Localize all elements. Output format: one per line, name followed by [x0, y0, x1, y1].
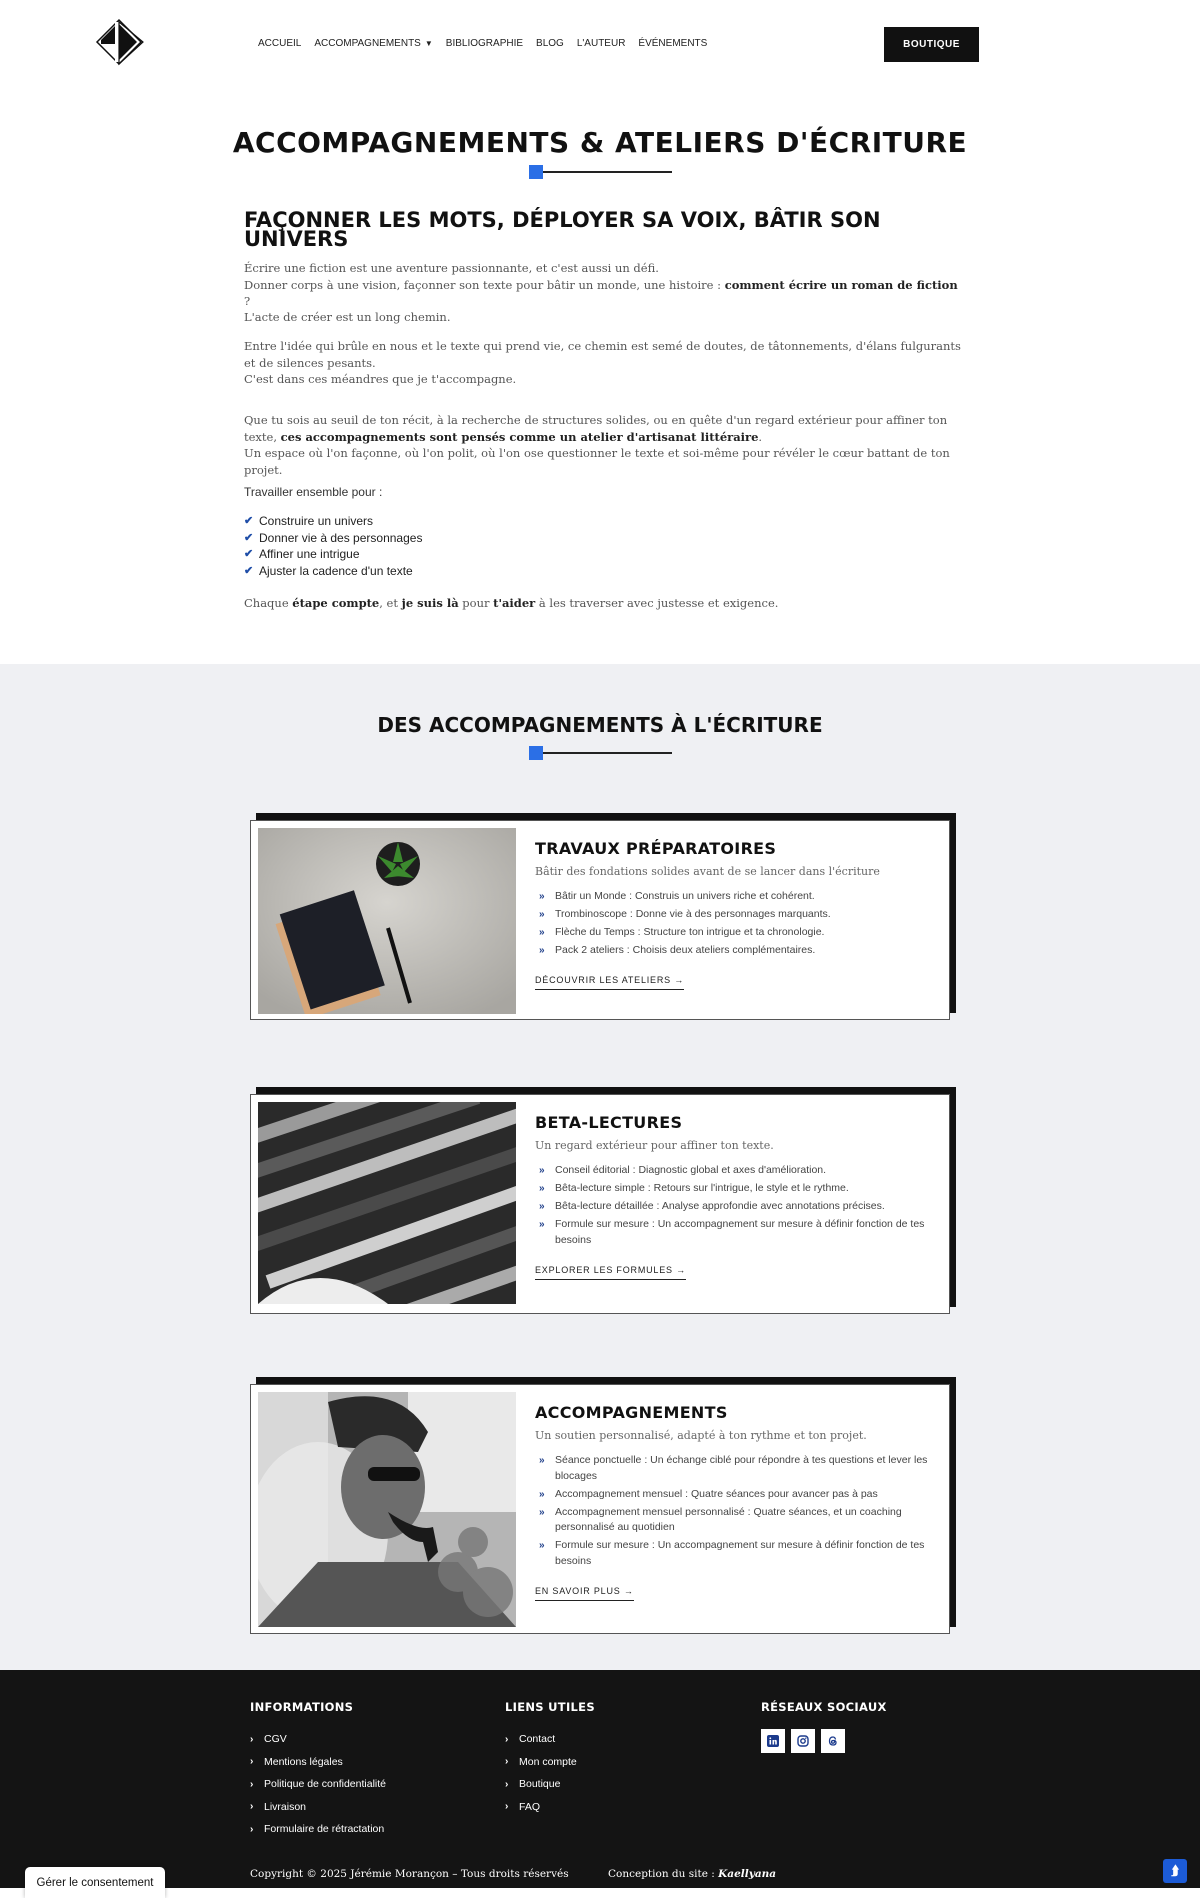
divider-square	[529, 165, 543, 179]
card-body	[535, 1113, 929, 1280]
footer-link-label: Livraison	[264, 1800, 307, 1813]
check-label: Affiner une intrigue	[259, 547, 360, 561]
card-title: TRAVAUX PRÉPARATOIRES	[535, 839, 777, 858]
linkedin-icon[interactable]	[761, 1729, 785, 1753]
consent-button[interactable]: Gérer le consentement	[25, 1867, 165, 1898]
double-chevron-icon: »	[539, 1488, 545, 1500]
chevron-right-icon: ›	[250, 1778, 254, 1790]
footer-list	[505, 1728, 595, 1818]
check-icon: ✔	[244, 515, 254, 527]
list-item	[535, 1505, 929, 1536]
chevron-right-icon: ›	[505, 1778, 509, 1790]
intro-p1-text: Donner corps à une vision, façonner son texte pour bâtir un monde, une histoire :	[244, 277, 725, 292]
intro-closing	[244, 595, 964, 612]
card-accompagnements	[250, 1384, 950, 1634]
card-subtitle: Un regard extérieur pour affiner ton texte.	[535, 1139, 774, 1152]
nav-blog[interactable]: BLOG	[536, 38, 564, 49]
list-item	[535, 1453, 929, 1484]
chevron-down-icon: ▼	[424, 39, 433, 48]
services-title: DES ACCOMPAGNEMENTS À L'ÉCRITURE	[377, 713, 823, 737]
nav-accueil[interactable]: ACCUEIL	[258, 38, 302, 49]
card-image-pages	[258, 1102, 516, 1304]
card-image-portrait	[258, 1392, 516, 1627]
intro-p4-line1	[244, 412, 964, 445]
intro-p4-line2: Un espace où l'on façonne, où l'on polit, où l'on ose questionner le texte et soi-même pour révéler le cœur battant de ton projet.	[244, 446, 950, 477]
list-item	[535, 1487, 929, 1503]
card-subtitle: Un soutien personnalisé, adapté à ton rythme et ton projet.	[535, 1429, 867, 1442]
footer-link-boutique[interactable]	[505, 1773, 595, 1796]
social-icons	[761, 1729, 887, 1753]
arrow-up-icon: ⮭	[1171, 1863, 1179, 1878]
notebook-image	[258, 828, 516, 1014]
intro-p4-text: Que tu sois au seuil de ton récit, à la recherche de structures solides, ou en quête d'un regard extérieur pour affiner ton texte,	[244, 413, 948, 444]
list-item-text: Séance ponctuelle : Un échange ciblé pour répondre à tes questions et lever les blocages	[555, 1454, 928, 1482]
footer-link-compte[interactable]	[505, 1751, 595, 1774]
intro-paragraph-3	[244, 338, 964, 388]
card-beta-lectures	[250, 1094, 950, 1314]
footer-heading: INFORMATIONS	[250, 1700, 354, 1714]
conception-text	[608, 1868, 776, 1880]
list-item	[535, 889, 929, 905]
card-list	[535, 889, 929, 959]
list-item	[535, 1538, 929, 1569]
page-title: ACCOMPAGNEMENTS & ATELIERS D'ÉCRITURE	[232, 126, 968, 159]
intro-paragraph-4	[244, 412, 964, 478]
list-item	[535, 1217, 929, 1248]
site-footer	[0, 1670, 1200, 1888]
main-nav	[258, 38, 707, 49]
intro-paragraph-2: L'acte de créer est un long chemin.	[244, 310, 451, 324]
check-list	[244, 513, 964, 579]
closing-f: t'aider	[493, 596, 536, 610]
footer-link-cgv[interactable]	[250, 1728, 386, 1751]
threads-icon[interactable]	[821, 1729, 845, 1753]
list-item-text: Bêta-lecture détaillée : Analyse approfondie avec annotations précises.	[555, 1200, 885, 1212]
check-label: Donner vie à des personnages	[259, 530, 423, 545]
check-icon: ✔	[244, 548, 254, 560]
double-chevron-icon: »	[539, 1183, 545, 1194]
card-subtitle: Bâtir des fondations solides avant de se lancer dans l'écriture	[535, 865, 880, 878]
chevron-right-icon: ›	[250, 1801, 254, 1813]
nav-evenements[interactable]: ÉVÉNEMENTS	[638, 38, 708, 49]
work-together-label: Travailler ensemble pour :	[244, 485, 383, 499]
card-list	[535, 1163, 929, 1248]
footer-link-mentions[interactable]	[250, 1751, 386, 1774]
nav-auteur[interactable]: L'AUTEUR	[576, 38, 626, 49]
title-divider	[538, 171, 672, 173]
intro-p1-line2	[244, 277, 964, 310]
closing-b: étape compte	[292, 596, 380, 610]
services-divider	[538, 752, 672, 754]
double-chevron-icon: »	[539, 927, 545, 938]
list-item	[535, 1199, 929, 1215]
double-chevron-icon: »	[539, 891, 545, 902]
decouvrir-ateliers-link[interactable]	[535, 975, 684, 990]
footer-link-label: Mentions légales	[264, 1755, 343, 1768]
list-item-text: Bêta-lecture simple : Retours sur l'intrigue, le style et le rythme.	[555, 1182, 849, 1194]
intro-paragraph-1	[244, 260, 964, 310]
arrow-right-icon: →	[676, 1264, 686, 1275]
card-travaux	[250, 820, 950, 1020]
list-item	[535, 943, 929, 959]
intro-p1-bold: comment écrire un roman de fiction	[724, 277, 958, 292]
list-item	[244, 513, 964, 530]
link-label: EN SAVOIR PLUS	[535, 1585, 621, 1596]
footer-link-label: Formulaire de rétractation	[264, 1823, 385, 1836]
list-item-text: Pack 2 ateliers : Choisis deux ateliers complémentaires.	[555, 944, 816, 956]
arrow-right-icon: →	[674, 975, 685, 985]
card-image-notebook	[258, 828, 516, 1014]
chevron-right-icon: ›	[505, 1733, 509, 1745]
double-chevron-icon: »	[539, 1201, 545, 1212]
conception-label: Conception du site :	[608, 1868, 719, 1880]
site-header	[0, 0, 1200, 90]
nav-bibliographie[interactable]: BIBLIOGRAPHIE	[445, 38, 524, 49]
section-subtitle: FAÇONNER LES MOTS, DÉPLOYER SA VOIX, BÂTIR SON UNIVERS	[244, 208, 881, 251]
list-item	[244, 563, 964, 580]
check-label: Construire un univers	[259, 514, 374, 528]
boutique-button[interactable]: BOUTIQUE	[884, 27, 979, 62]
check-label: Ajuster la cadence d'un texte	[259, 563, 413, 578]
footer-informations	[250, 1700, 386, 1841]
list-item-text: Accompagnement mensuel personnalisé : Quatre séances, et un coaching personnalisé au quotidien	[555, 1505, 902, 1533]
chevron-right-icon: ›	[250, 1823, 254, 1835]
pages-image	[258, 1102, 516, 1304]
double-chevron-icon: »	[539, 1165, 545, 1176]
explorer-formules-link[interactable]	[535, 1265, 686, 1280]
chevron-right-icon: ›	[505, 1756, 509, 1768]
footer-reseaux	[761, 1700, 887, 1753]
footer-heading: LIENS UTILES	[505, 1700, 595, 1714]
list-item-text: Flèche du Temps : Structure ton intrigue et ta chronologie.	[555, 926, 825, 938]
footer-link-retractation[interactable]	[250, 1818, 386, 1841]
footer-link-confidentialite[interactable]	[250, 1773, 386, 1796]
instagram-icon[interactable]	[791, 1729, 815, 1753]
closing-g: à les traverser avec justesse et exigence.	[535, 596, 779, 610]
intro-p4-bold: ces accompagnements sont pensés comme un atelier d'artisanat littéraire	[280, 429, 759, 444]
closing-d: je suis là	[401, 596, 459, 610]
footer-heading: RÉSEAUX SOCIAUX	[761, 1700, 887, 1714]
check-icon: ✔	[244, 564, 254, 577]
conception-name[interactable]: Kaellyana	[718, 1868, 777, 1880]
list-item	[535, 1181, 929, 1197]
logo-icon[interactable]	[95, 18, 147, 66]
closing-e: pour	[458, 596, 494, 610]
list-item-text: Bâtir un Monde : Construis un univers riche et cohérent.	[555, 890, 815, 902]
card-title: ACCOMPAGNEMENTS	[535, 1403, 728, 1422]
footer-link-faq[interactable]	[505, 1796, 595, 1819]
list-item-text: Conseil éditorial : Diagnostic global et axes d'amélioration.	[555, 1164, 827, 1176]
en-savoir-plus-link[interactable]	[535, 1586, 634, 1601]
nav-accompagnements-label: ACCOMPAGNEMENTS	[314, 38, 421, 49]
list-item	[244, 546, 964, 563]
list-item	[244, 530, 964, 547]
list-item	[535, 925, 929, 941]
footer-link-contact[interactable]	[505, 1728, 595, 1751]
list-item-text: Trombinoscope : Donne vie à des personnages marquants.	[555, 908, 831, 920]
double-chevron-icon: »	[539, 1219, 545, 1230]
link-label: EXPLORER LES FORMULES	[535, 1264, 673, 1275]
portrait-image	[258, 1392, 516, 1627]
list-item-text: Formule sur mesure : Un accompagnement sur mesure à définir fonction de tes besoins	[555, 1539, 925, 1567]
card-body	[535, 839, 929, 990]
intro-p4-end: .	[758, 429, 763, 444]
double-chevron-icon: »	[539, 909, 545, 920]
double-chevron-icon: »	[539, 1455, 545, 1466]
footer-link-label: Politique de confidentialité	[264, 1778, 387, 1791]
card-body	[535, 1403, 929, 1601]
footer-link-label: CGV	[264, 1733, 287, 1746]
footer-link-label: Boutique	[519, 1778, 561, 1791]
chevron-right-icon: ›	[250, 1733, 254, 1745]
list-item	[535, 907, 929, 923]
footer-link-label: Contact	[519, 1733, 556, 1746]
double-chevron-icon: »	[539, 1506, 545, 1518]
closing-a: Chaque	[244, 596, 293, 610]
intro-section	[0, 90, 1200, 664]
divider-square	[529, 746, 543, 760]
double-chevron-icon: »	[539, 1540, 545, 1551]
footer-list	[250, 1728, 386, 1841]
list-item-text: Accompagnement mensuel : Quatre séances pour avancer pas à pas	[555, 1487, 878, 1500]
intro-p3-line1: Entre l'idée qui brûle en nous et le texte qui prend vie, ce chemin est semé de doutes, de tâtonnements, d'élans fulgurants et de silences pesants.	[244, 339, 961, 370]
intro-p3-line2: C'est dans ces méandres que je t'accompagne.	[244, 372, 517, 386]
double-chevron-icon: »	[539, 945, 545, 956]
intro-p1-line1: Écrire une fiction est une aventure passionnante, et c'est aussi un défi.	[244, 261, 659, 275]
list-item-text: Formule sur mesure : Un accompagnement sur mesure à définir fonction de tes besoins	[555, 1218, 925, 1246]
footer-liens-utiles	[505, 1700, 595, 1818]
services-section	[0, 664, 1200, 1670]
footer-link-label: Mon compte	[519, 1755, 577, 1768]
nav-accompagnements[interactable]	[314, 38, 432, 49]
copyright-text: Copyright © 2025 Jérémie Morançon – Tous droits réservés	[250, 1868, 569, 1880]
card-title: BETA-LECTURES	[535, 1113, 683, 1132]
scroll-to-top-button[interactable]	[1163, 1859, 1187, 1883]
card-list	[535, 1453, 929, 1569]
list-item	[535, 1163, 929, 1179]
intro-p1-end: ?	[244, 294, 251, 308]
closing-c: , et	[379, 596, 402, 610]
chevron-right-icon: ›	[505, 1801, 509, 1813]
footer-link-livraison[interactable]	[250, 1796, 386, 1819]
check-icon: ✔	[244, 531, 254, 544]
chevron-right-icon: ›	[250, 1756, 254, 1768]
arrow-right-icon: →	[623, 1585, 634, 1596]
link-label: DÉCOUVRIR LES ATELIERS	[535, 975, 671, 985]
footer-link-label: FAQ	[519, 1800, 541, 1813]
